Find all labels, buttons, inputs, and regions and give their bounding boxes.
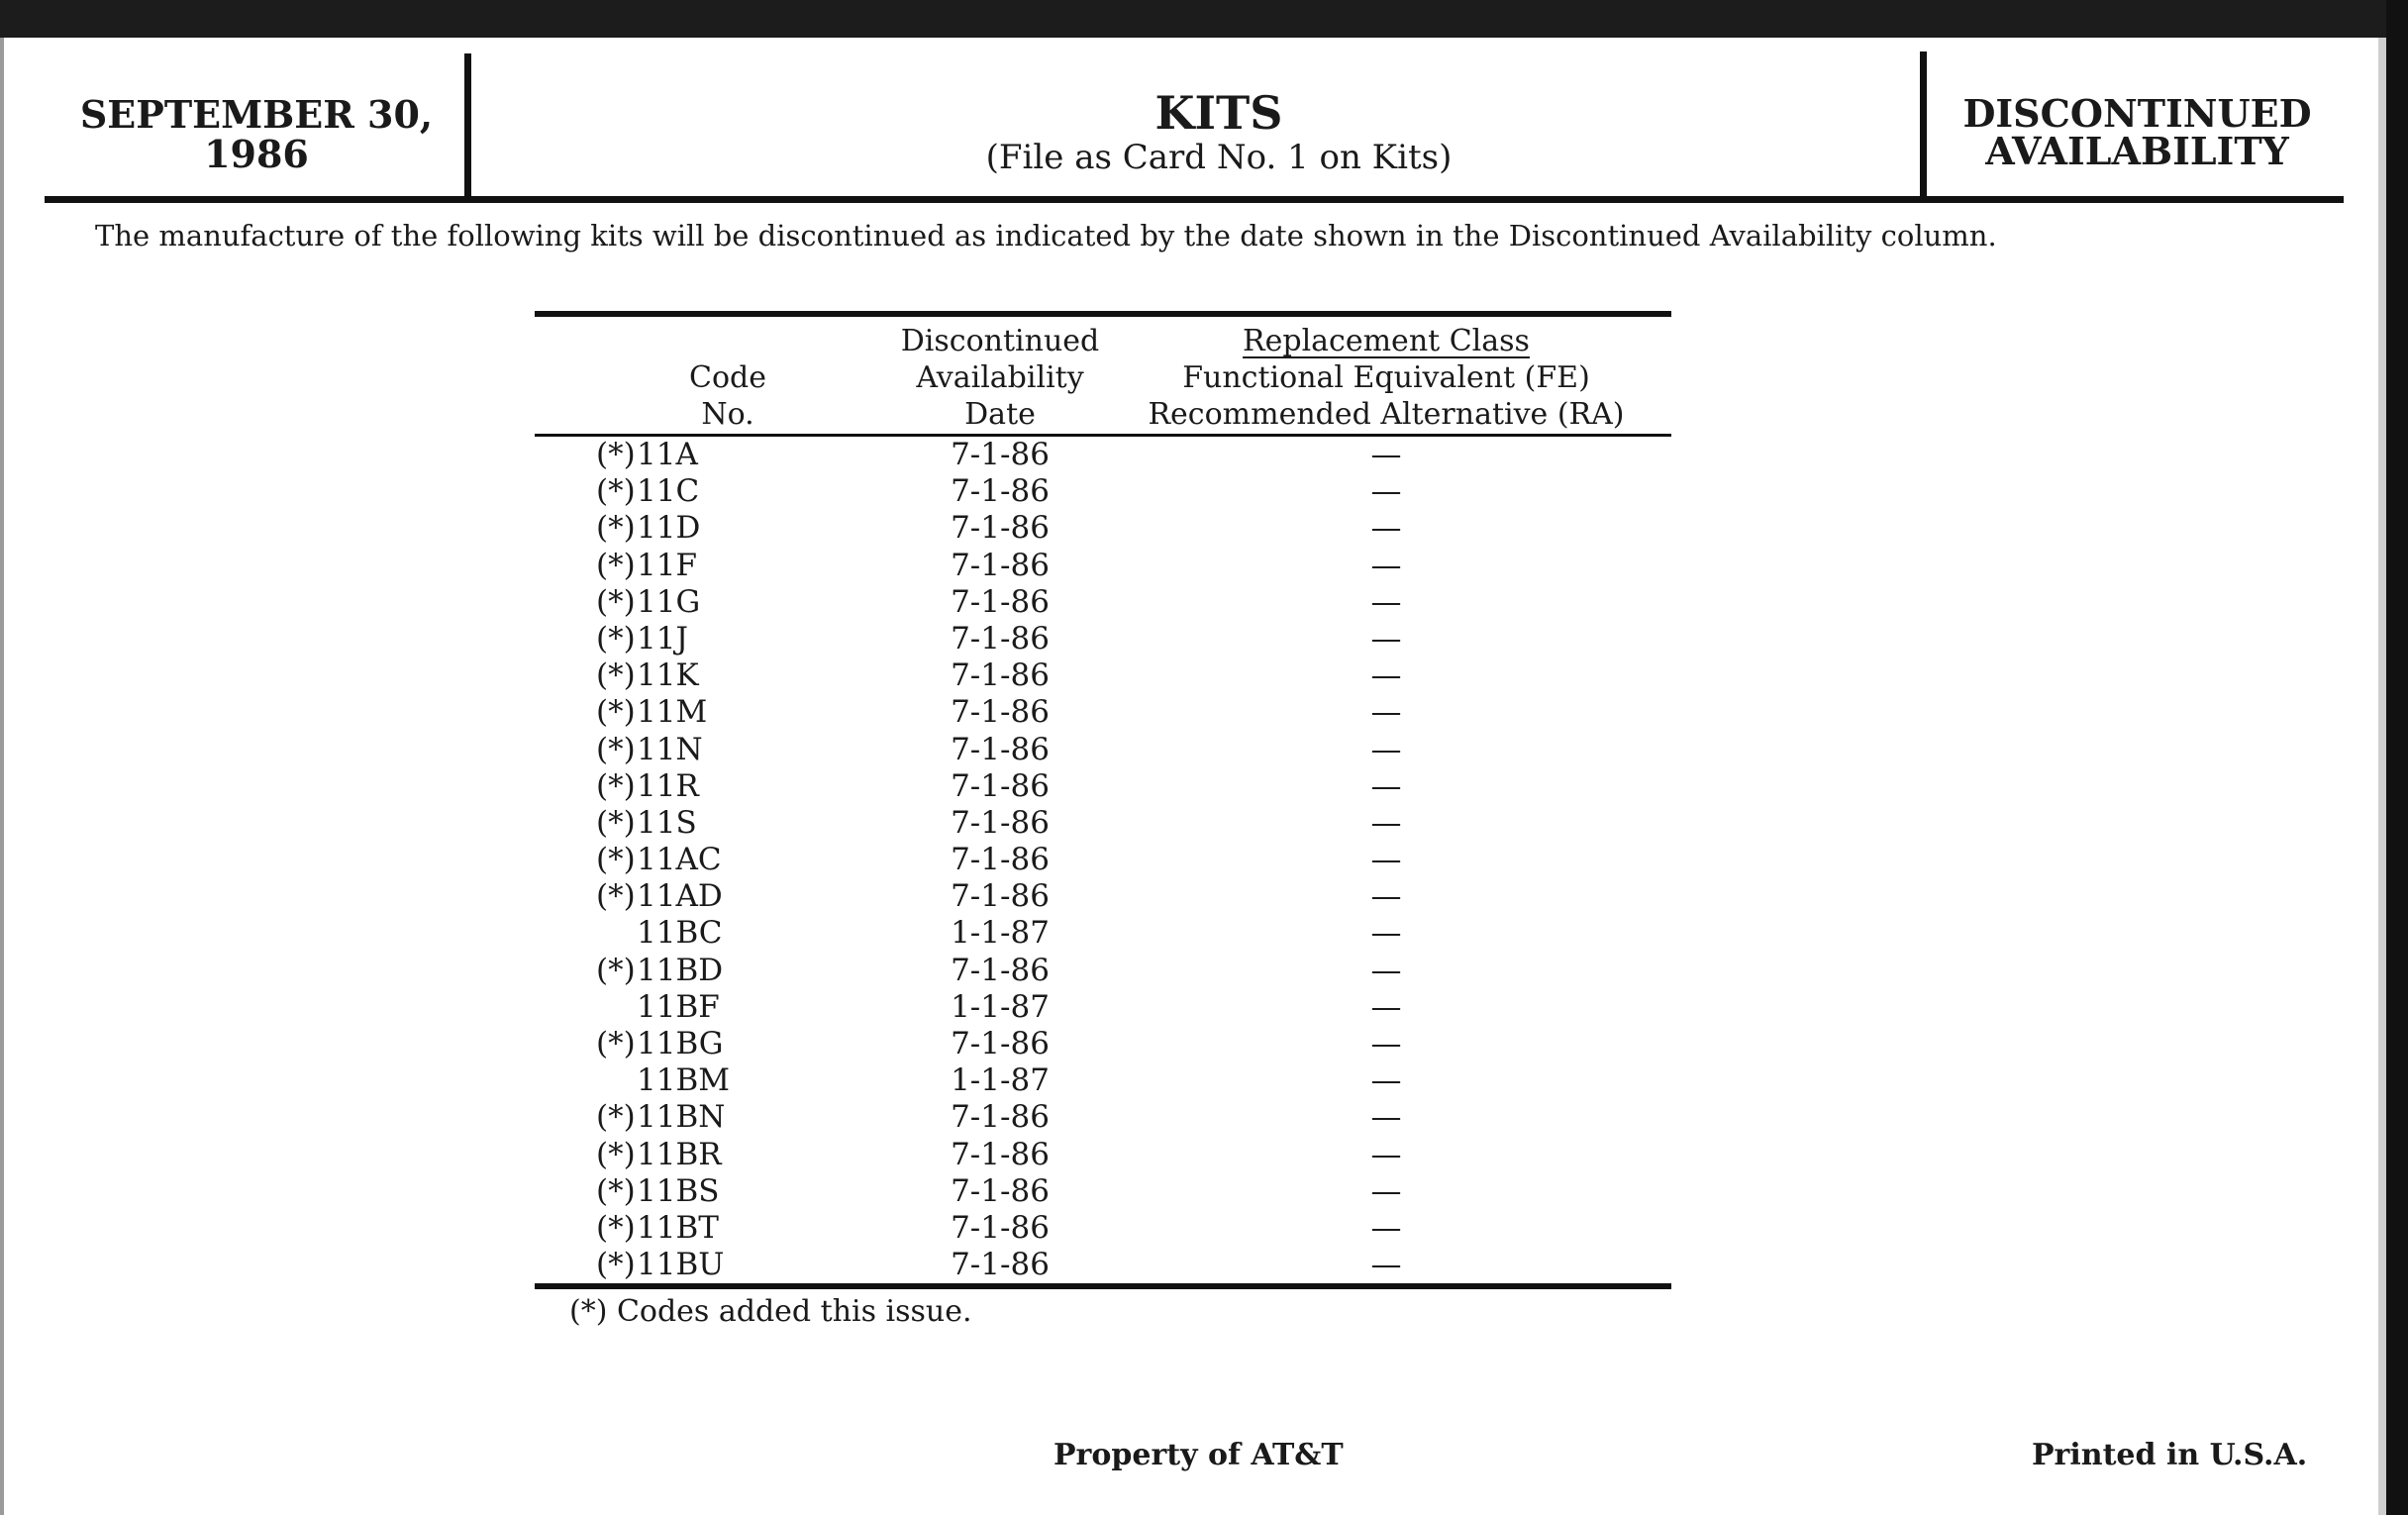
replacement-cell: — <box>1370 1136 1402 1172</box>
code-value: 11N <box>637 731 703 767</box>
table-row <box>535 510 1671 547</box>
code-value: 11BT <box>637 1209 719 1246</box>
date-cell: 7-1-86 <box>951 547 1050 583</box>
table-row <box>535 842 1671 878</box>
page-title: KITS <box>1154 86 1283 140</box>
code-value: 11BR <box>637 1136 722 1172</box>
table-row <box>535 1062 1671 1099</box>
table-row <box>535 621 1671 657</box>
added-marker: (*) <box>596 1136 636 1172</box>
code-value: 11BD <box>637 952 724 988</box>
replacement-cell: — <box>1370 583 1402 620</box>
code-value: 11G <box>637 583 701 620</box>
added-marker: (*) <box>596 473 636 510</box>
table-row <box>535 584 1671 621</box>
replacement-cell: — <box>1370 1062 1402 1099</box>
date-cell: 7-1-86 <box>951 804 1050 841</box>
date-cell: 7-1-86 <box>951 437 1050 472</box>
date-cell: 7-1-86 <box>951 731 1050 767</box>
column-header-date-line2: Availability <box>916 360 1084 395</box>
replacement-cell: — <box>1370 547 1402 583</box>
replacement-cell: — <box>1370 657 1402 694</box>
date-cell: 7-1-86 <box>951 878 1050 915</box>
code-value: 11S <box>637 804 697 841</box>
table-row <box>535 1099 1671 1136</box>
table-bottom-rule <box>535 1283 1671 1289</box>
added-marker: (*) <box>596 1247 636 1283</box>
date-cell: 7-1-86 <box>951 1247 1050 1283</box>
date-cell: 1-1-87 <box>951 988 1050 1025</box>
column-header-code-line1: Code <box>689 360 766 395</box>
column-header-code-line2: No. <box>701 397 754 432</box>
table-row <box>535 878 1671 915</box>
code-value: 11J <box>637 620 688 656</box>
code-value: 11AC <box>637 842 722 878</box>
replacement-cell: — <box>1370 988 1402 1025</box>
date-cell: 7-1-86 <box>951 620 1050 656</box>
intro-text: The manufacture of the following kits will be discontinued as indicated by the date shown in the Discontinued Availability column. <box>95 219 1997 252</box>
code-value: 11D <box>637 510 701 547</box>
replacement-cell: — <box>1370 878 1402 915</box>
code-value: 11M <box>637 694 708 731</box>
replacement-cell: — <box>1370 731 1402 767</box>
column-header-replacement <box>1089 323 1683 433</box>
replacement-cell: — <box>1370 1026 1402 1061</box>
issue-date-line1: SEPTEMBER 30, <box>79 92 434 137</box>
added-marker: (*) <box>596 952 636 988</box>
table-row <box>535 1247 1671 1283</box>
footer-printed: Printed in U.S.A. <box>2032 1438 2308 1472</box>
code-value: 11F <box>637 547 697 583</box>
added-marker: (*) <box>596 878 636 915</box>
replacement-cell: — <box>1370 842 1402 878</box>
code-value: 11BC <box>637 915 723 952</box>
date-cell: 7-1-86 <box>951 510 1050 547</box>
code-value: 11R <box>637 767 699 804</box>
table-row <box>535 548 1671 584</box>
code-value: 11BU <box>637 1247 725 1283</box>
replacement-cell: — <box>1370 915 1402 952</box>
header-title-block <box>471 87 1966 176</box>
code-value: 11A <box>637 437 698 472</box>
status-block <box>1927 91 2348 173</box>
replacement-cell: — <box>1370 1247 1402 1283</box>
date-cell: 1-1-87 <box>951 1062 1050 1099</box>
header-rule <box>45 196 2344 203</box>
added-marker: (*) <box>596 767 636 804</box>
replacement-cell: — <box>1370 1209 1402 1246</box>
replacement-cell: — <box>1370 694 1402 731</box>
footer-owner: Property of AT&T <box>1054 1438 1344 1472</box>
footnote: (*) Codes added this issue. <box>569 1294 972 1329</box>
added-marker: (*) <box>596 583 636 620</box>
replacement-cell: — <box>1370 437 1402 472</box>
status-line1: DISCONTINUED <box>1962 91 2312 136</box>
added-marker: (*) <box>596 1209 636 1246</box>
date-cell: 7-1-86 <box>951 1209 1050 1246</box>
table-row <box>535 473 1671 510</box>
code-value: 11C <box>637 473 700 510</box>
document-header <box>45 48 2344 204</box>
date-cell: 7-1-86 <box>951 952 1050 988</box>
code-value: 11BM <box>637 1062 730 1099</box>
page-subtitle: (File as Card No. 1 on Kits) <box>985 138 1453 177</box>
added-marker: (*) <box>596 1026 636 1061</box>
column-header-date-line3: Date <box>964 397 1036 432</box>
table-row <box>535 1026 1671 1062</box>
table-row <box>535 805 1671 842</box>
replacement-cell: — <box>1370 620 1402 656</box>
table-header-row <box>535 317 1671 434</box>
date-cell: 7-1-86 <box>951 1136 1050 1172</box>
table-row <box>535 953 1671 989</box>
code-value: 11BS <box>637 1172 720 1209</box>
date-cell: 7-1-86 <box>951 1099 1050 1136</box>
table-row <box>535 1210 1671 1247</box>
status-line2: AVAILABILITY <box>1985 129 2289 173</box>
code-value: 11AD <box>637 878 723 915</box>
table-row <box>535 1173 1671 1210</box>
date-cell: 7-1-86 <box>951 473 1050 510</box>
issue-date-line2: 1986 <box>204 132 309 176</box>
table-row <box>535 989 1671 1026</box>
replacement-cell: — <box>1370 1099 1402 1136</box>
replacement-cell: — <box>1370 952 1402 988</box>
column-header-replacement-line2: Functional Equivalent (FE) <box>1182 360 1590 395</box>
table-row <box>535 1137 1671 1173</box>
header-divider-left <box>464 53 471 202</box>
added-marker: (*) <box>596 1099 636 1136</box>
table-row <box>535 694 1671 731</box>
column-header-replacement-line1: Replacement Class <box>1243 324 1530 358</box>
table-row <box>535 732 1671 768</box>
scan-right-shadow <box>2378 38 2386 1515</box>
replacement-cell: — <box>1370 510 1402 547</box>
scan-top-border <box>0 0 2408 38</box>
added-marker: (*) <box>596 547 636 583</box>
date-cell: 7-1-86 <box>951 842 1050 878</box>
date-cell: 7-1-86 <box>951 1026 1050 1061</box>
date-cell: 7-1-86 <box>951 583 1050 620</box>
added-marker: (*) <box>596 510 636 547</box>
added-marker: (*) <box>596 842 636 878</box>
replacement-cell: — <box>1370 804 1402 841</box>
code-value: 11BF <box>637 988 720 1025</box>
date-cell: 7-1-86 <box>951 694 1050 731</box>
scan-right-border <box>2386 0 2408 1515</box>
added-marker: (*) <box>596 731 636 767</box>
table-row <box>535 915 1671 952</box>
added-marker: (*) <box>596 657 636 694</box>
column-header-date-line1: Discontinued <box>900 324 1100 358</box>
code-value: 11K <box>637 657 699 694</box>
added-marker: (*) <box>596 1172 636 1209</box>
date-cell: 7-1-86 <box>951 1172 1050 1209</box>
header-divider-right <box>1920 51 1927 202</box>
date-cell: 1-1-87 <box>951 915 1050 952</box>
date-cell: 7-1-86 <box>951 657 1050 694</box>
kits-table <box>535 311 1671 1289</box>
added-marker: (*) <box>596 804 636 841</box>
added-marker: (*) <box>596 620 636 656</box>
code-value: 11BG <box>637 1026 724 1061</box>
replacement-cell: — <box>1370 1172 1402 1209</box>
column-header-replacement-line3: Recommended Alternative (RA) <box>1148 397 1625 432</box>
scan-left-edge <box>0 38 4 1515</box>
issue-date <box>45 92 468 176</box>
added-marker: (*) <box>596 437 636 472</box>
table-row <box>535 437 1671 473</box>
added-marker: (*) <box>596 694 636 731</box>
replacement-cell: — <box>1370 473 1402 510</box>
table-row <box>535 768 1671 805</box>
replacement-cell: — <box>1370 767 1402 804</box>
table-body <box>535 437 1671 1283</box>
table-row <box>535 657 1671 694</box>
date-cell: 7-1-86 <box>951 767 1050 804</box>
code-value: 11BN <box>637 1099 726 1136</box>
